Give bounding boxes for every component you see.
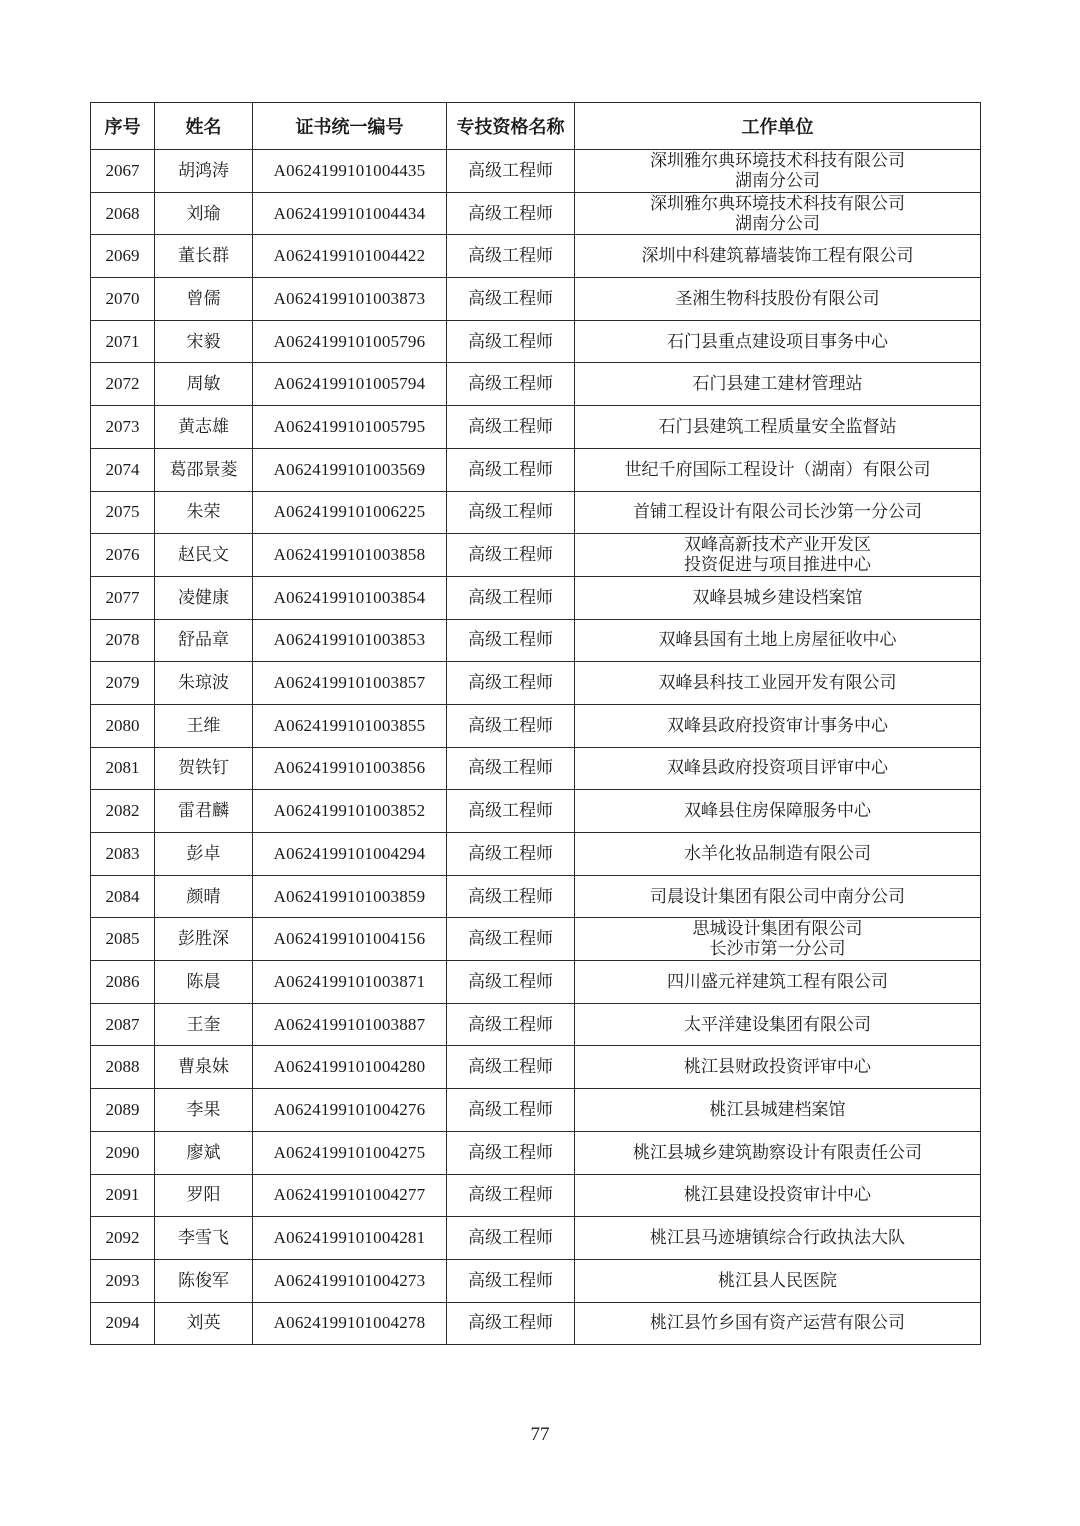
cell-name: 周敏: [155, 363, 253, 406]
table-row: [91, 961, 981, 1004]
cell-index: 2071: [91, 320, 155, 363]
cell-name: 罗阳: [155, 1174, 253, 1217]
cell-cert: A0624199101004294: [253, 833, 447, 876]
cell-qual: 高级工程师: [447, 1217, 575, 1260]
table-row: [91, 192, 981, 235]
table-row: [91, 491, 981, 534]
cell-qual: 高级工程师: [447, 1089, 575, 1132]
cell-cert: A0624199101004434: [253, 192, 447, 235]
cell-qual: 高级工程师: [447, 1131, 575, 1174]
table-row: [91, 1089, 981, 1132]
cell-index: 2094: [91, 1302, 155, 1345]
personnel-table: [90, 102, 981, 1345]
table-row: [91, 1174, 981, 1217]
table-row: [91, 320, 981, 363]
header-row: [91, 103, 981, 150]
cell-name: 曹泉妹: [155, 1046, 253, 1089]
cell-cert: A0624199101003854: [253, 576, 447, 619]
cell-index: 2080: [91, 704, 155, 747]
table-row: [91, 619, 981, 662]
cell-qual: 高级工程师: [447, 1003, 575, 1046]
cell-cert: A0624199101003569: [253, 448, 447, 491]
cell-cert: A0624199101003873: [253, 278, 447, 321]
cell-cert: A0624199101003852: [253, 790, 447, 833]
cell-cert: A0624199101004281: [253, 1217, 447, 1260]
cell-name: 雷君麟: [155, 790, 253, 833]
cell-unit: 桃江县城建档案馆: [575, 1089, 981, 1132]
cell-name: 颜晴: [155, 875, 253, 918]
cell-index: 2086: [91, 961, 155, 1004]
cell-index: 2089: [91, 1089, 155, 1132]
cell-name: 朱荣: [155, 491, 253, 534]
cell-name: 黄志雄: [155, 406, 253, 449]
cell-name: 董长群: [155, 235, 253, 278]
table-row: [91, 790, 981, 833]
cell-index: 2088: [91, 1046, 155, 1089]
cell-name: 廖斌: [155, 1131, 253, 1174]
cell-unit: 石门县建筑工程质量安全监督站: [575, 406, 981, 449]
cell-qual: 高级工程师: [447, 1174, 575, 1217]
cell-index: 2073: [91, 406, 155, 449]
cell-name: 刘瑜: [155, 192, 253, 235]
cell-name: 凌健康: [155, 576, 253, 619]
cell-qual: 高级工程师: [447, 235, 575, 278]
cell-qual: 高级工程师: [447, 704, 575, 747]
table-row: [91, 576, 981, 619]
cell-unit: 圣湘生物科技股份有限公司: [575, 278, 981, 321]
cell-cert: A0624199101003887: [253, 1003, 447, 1046]
table-row: [91, 1259, 981, 1302]
cell-index: 2084: [91, 875, 155, 918]
header-index: 序号: [91, 103, 155, 150]
cell-qual: 高级工程师: [447, 875, 575, 918]
cell-qual: 高级工程师: [447, 961, 575, 1004]
cell-unit: 水羊化妆品制造有限公司: [575, 833, 981, 876]
table-row: [91, 235, 981, 278]
cell-cert: A0624199101003855: [253, 704, 447, 747]
cell-cert: A0624199101004276: [253, 1089, 447, 1132]
cell-unit: 双峰县政府投资项目评审中心: [575, 747, 981, 790]
cell-qual: 高级工程师: [447, 406, 575, 449]
table-row: [91, 1131, 981, 1174]
cell-qual: 高级工程师: [447, 833, 575, 876]
cell-name: 王维: [155, 704, 253, 747]
header-unit: 工作单位: [575, 103, 981, 150]
cell-qual: 高级工程师: [447, 1259, 575, 1302]
cell-index: 2072: [91, 363, 155, 406]
header-name: 姓名: [155, 103, 253, 150]
cell-unit: 双峰县城乡建设档案馆: [575, 576, 981, 619]
table-row: [91, 1217, 981, 1260]
cell-cert: A0624199101006225: [253, 491, 447, 534]
cell-cert: A0624199101003856: [253, 747, 447, 790]
cell-index: 2069: [91, 235, 155, 278]
cell-name: 陈俊军: [155, 1259, 253, 1302]
cell-name: 朱琼波: [155, 662, 253, 705]
cell-unit: 桃江县建设投资审计中心: [575, 1174, 981, 1217]
cell-name: 彭胜深: [155, 918, 253, 961]
cell-index: 2090: [91, 1131, 155, 1174]
table-row: [91, 534, 981, 577]
cell-index: 2079: [91, 662, 155, 705]
cell-name: 曾儒: [155, 278, 253, 321]
cell-name: 舒品章: [155, 619, 253, 662]
cell-unit: 双峰县科技工业园开发有限公司: [575, 662, 981, 705]
cell-cert: A0624199101004435: [253, 150, 447, 193]
cell-unit: 首铺工程设计有限公司长沙第一分公司: [575, 491, 981, 534]
cell-unit: 双峰县国有土地上房屋征收中心: [575, 619, 981, 662]
cell-name: 葛邵景菱: [155, 448, 253, 491]
table-row: [91, 150, 981, 193]
cell-index: 2075: [91, 491, 155, 534]
cell-cert: A0624199101003853: [253, 619, 447, 662]
cell-name: 李雪飞: [155, 1217, 253, 1260]
cell-index: 2077: [91, 576, 155, 619]
cell-index: 2070: [91, 278, 155, 321]
cell-cert: A0624199101004278: [253, 1302, 447, 1345]
cell-qual: 高级工程师: [447, 918, 575, 961]
cell-cert: A0624199101003858: [253, 534, 447, 577]
cell-cert: A0624199101005796: [253, 320, 447, 363]
cell-qual: 高级工程师: [447, 1046, 575, 1089]
table-row: [91, 1046, 981, 1089]
cell-qual: 高级工程师: [447, 320, 575, 363]
cell-qual: 高级工程师: [447, 278, 575, 321]
cell-unit: 桃江县人民医院: [575, 1259, 981, 1302]
cell-unit: 太平洋建设集团有限公司: [575, 1003, 981, 1046]
cell-unit: 双峰高新技术产业开发区 投资促进与项目推进中心: [575, 534, 981, 577]
table-row: [91, 875, 981, 918]
cell-index: 2068: [91, 192, 155, 235]
cell-index: 2076: [91, 534, 155, 577]
header-cert: 证书统一编号: [253, 103, 447, 150]
cell-index: 2082: [91, 790, 155, 833]
cell-qual: 高级工程师: [447, 363, 575, 406]
cell-name: 李果: [155, 1089, 253, 1132]
cell-cert: A0624199101004280: [253, 1046, 447, 1089]
cell-index: 2093: [91, 1259, 155, 1302]
cell-cert: A0624199101004156: [253, 918, 447, 961]
cell-name: 陈晨: [155, 961, 253, 1004]
cell-qual: 高级工程师: [447, 662, 575, 705]
cell-index: 2083: [91, 833, 155, 876]
cell-index: 2067: [91, 150, 155, 193]
cell-qual: 高级工程师: [447, 747, 575, 790]
cell-name: 赵民文: [155, 534, 253, 577]
cell-name: 贺铁钉: [155, 747, 253, 790]
cell-unit: 深圳雅尔典环境技术科技有限公司 湖南分公司: [575, 150, 981, 193]
cell-index: 2081: [91, 747, 155, 790]
header-qual: 专技资格名称: [447, 103, 575, 150]
table-row: [91, 363, 981, 406]
cell-unit: 思城设计集团有限公司 长沙市第一分公司: [575, 918, 981, 961]
table-row: [91, 406, 981, 449]
table-row: [91, 1302, 981, 1345]
cell-index: 2085: [91, 918, 155, 961]
cell-index: 2092: [91, 1217, 155, 1260]
cell-cert: A0624199101004422: [253, 235, 447, 278]
cell-cert: A0624199101003871: [253, 961, 447, 1004]
cell-qual: 高级工程师: [447, 1302, 575, 1345]
cell-unit: 双峰县政府投资审计事务中心: [575, 704, 981, 747]
table-row: [91, 662, 981, 705]
cell-index: 2087: [91, 1003, 155, 1046]
cell-cert: A0624199101004273: [253, 1259, 447, 1302]
table-row: [91, 918, 981, 961]
cell-qual: 高级工程师: [447, 790, 575, 833]
table-row: [91, 448, 981, 491]
cell-cert: A0624199101003857: [253, 662, 447, 705]
cell-unit: 双峰县住房保障服务中心: [575, 790, 981, 833]
cell-qual: 高级工程师: [447, 448, 575, 491]
cell-index: 2078: [91, 619, 155, 662]
cell-unit: 深圳中科建筑幕墙装饰工程有限公司: [575, 235, 981, 278]
cell-name: 刘英: [155, 1302, 253, 1345]
table-row: [91, 704, 981, 747]
cell-unit: 深圳雅尔典环境技术科技有限公司 湖南分公司: [575, 192, 981, 235]
cell-qual: 高级工程师: [447, 192, 575, 235]
cell-name: 胡鸿涛: [155, 150, 253, 193]
cell-name: 王奎: [155, 1003, 253, 1046]
page-number: 77: [530, 1424, 550, 1445]
cell-unit: 四川盛元祥建筑工程有限公司: [575, 961, 981, 1004]
cell-cert: A0624199101005795: [253, 406, 447, 449]
table-row: [91, 278, 981, 321]
cell-qual: 高级工程师: [447, 534, 575, 577]
cell-qual: 高级工程师: [447, 150, 575, 193]
cell-qual: 高级工程师: [447, 619, 575, 662]
cell-cert: A0624199101003859: [253, 875, 447, 918]
cell-index: 2074: [91, 448, 155, 491]
cell-qual: 高级工程师: [447, 491, 575, 534]
cell-unit: 司晨设计集团有限公司中南分公司: [575, 875, 981, 918]
cell-unit: 桃江县马迹塘镇综合行政执法大队: [575, 1217, 981, 1260]
cell-cert: A0624199101005794: [253, 363, 447, 406]
cell-name: 宋毅: [155, 320, 253, 363]
cell-unit: 石门县重点建设项目事务中心: [575, 320, 981, 363]
table-header: [91, 103, 981, 150]
table-row: [91, 747, 981, 790]
table-row: [91, 1003, 981, 1046]
cell-qual: 高级工程师: [447, 576, 575, 619]
cell-name: 彭卓: [155, 833, 253, 876]
cell-unit: 桃江县财政投资评审中心: [575, 1046, 981, 1089]
cell-cert: A0624199101004275: [253, 1131, 447, 1174]
cell-unit: 桃江县城乡建筑勘察设计有限责任公司: [575, 1131, 981, 1174]
cell-index: 2091: [91, 1174, 155, 1217]
cell-unit: 世纪千府国际工程设计（湖南）有限公司: [575, 448, 981, 491]
table-row: [91, 833, 981, 876]
cell-unit: 桃江县竹乡国有资产运营有限公司: [575, 1302, 981, 1345]
table-body: [91, 150, 981, 1345]
cell-cert: A0624199101004277: [253, 1174, 447, 1217]
cell-unit: 石门县建工建材管理站: [575, 363, 981, 406]
